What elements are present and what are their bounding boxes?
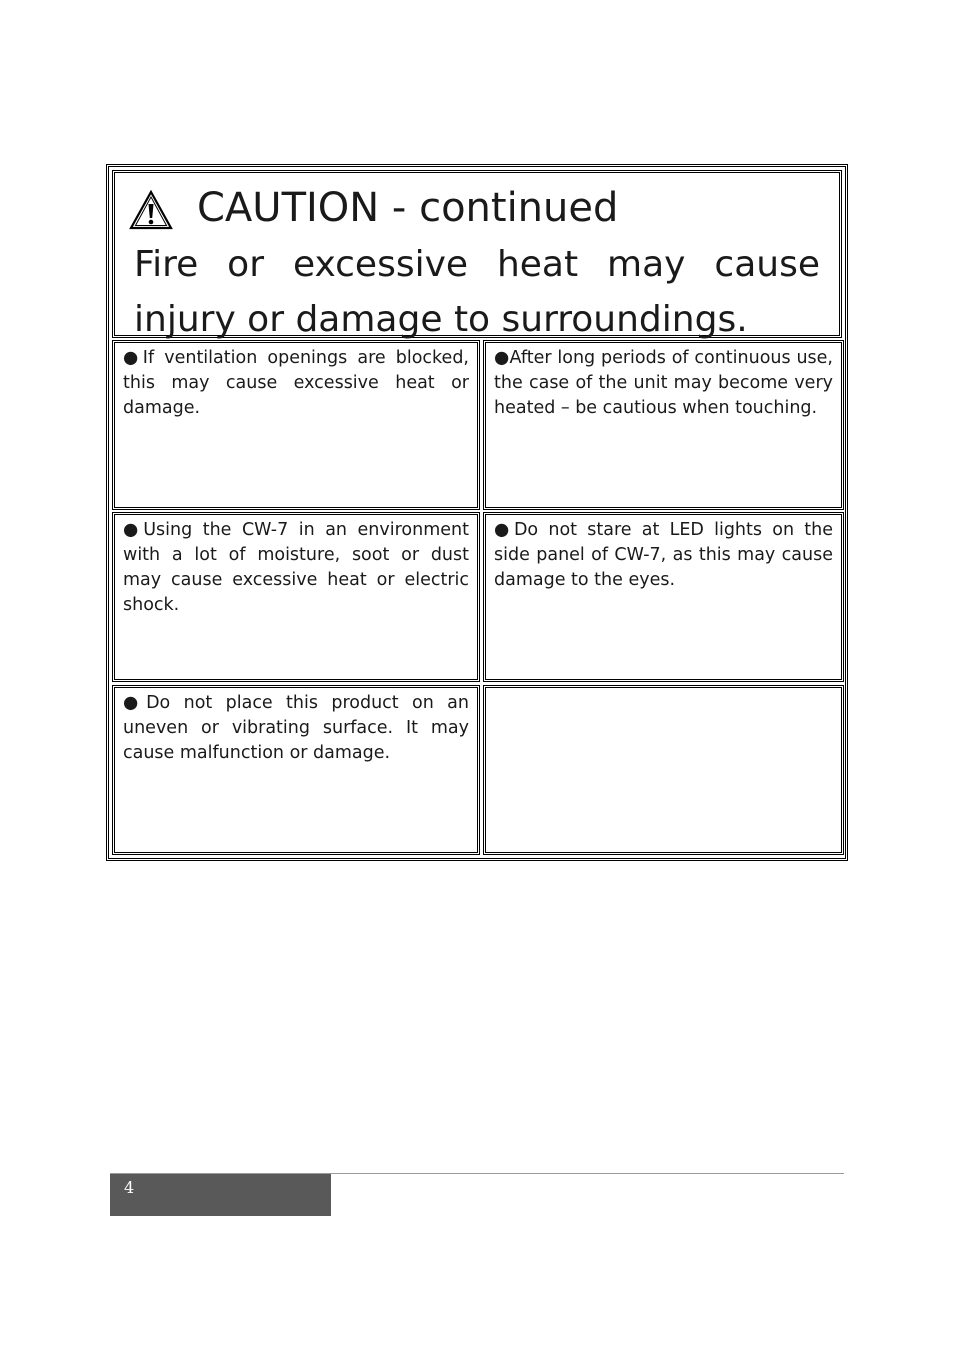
caution-title: CAUTION - continued xyxy=(197,185,619,231)
caution-header xyxy=(112,170,842,338)
caution-title-row xyxy=(129,183,618,233)
caution-item: ●After long periods of continuous use, the case of the unit may become very heated – be cautious when touching. xyxy=(483,340,844,510)
page-number: 4 xyxy=(124,1178,135,1197)
caution-item-empty xyxy=(483,685,844,855)
caution-item: ●Do not place this product on an uneven or vibrating surface. It may cause malfunction or damage. xyxy=(112,685,480,855)
caution-subtitle: Fire or excessive heat may cause injury or damage to surroundings. xyxy=(134,244,820,340)
caution-item: ●Do not stare at LED lights on the side panel of CW-7, as this may cause damage to the eyes. xyxy=(483,512,844,682)
caution-item: ●If ventilation openings are blocked, this may cause excessive heat or damage. xyxy=(112,340,480,510)
caution-table xyxy=(106,164,848,861)
caution-item: ●Using the CW-7 in an environment with a lot of moisture, soot or dust may cause excessive heat or electric shock. xyxy=(112,512,480,682)
page-number-bar xyxy=(110,1174,331,1216)
warning-triangle-icon xyxy=(129,190,173,230)
